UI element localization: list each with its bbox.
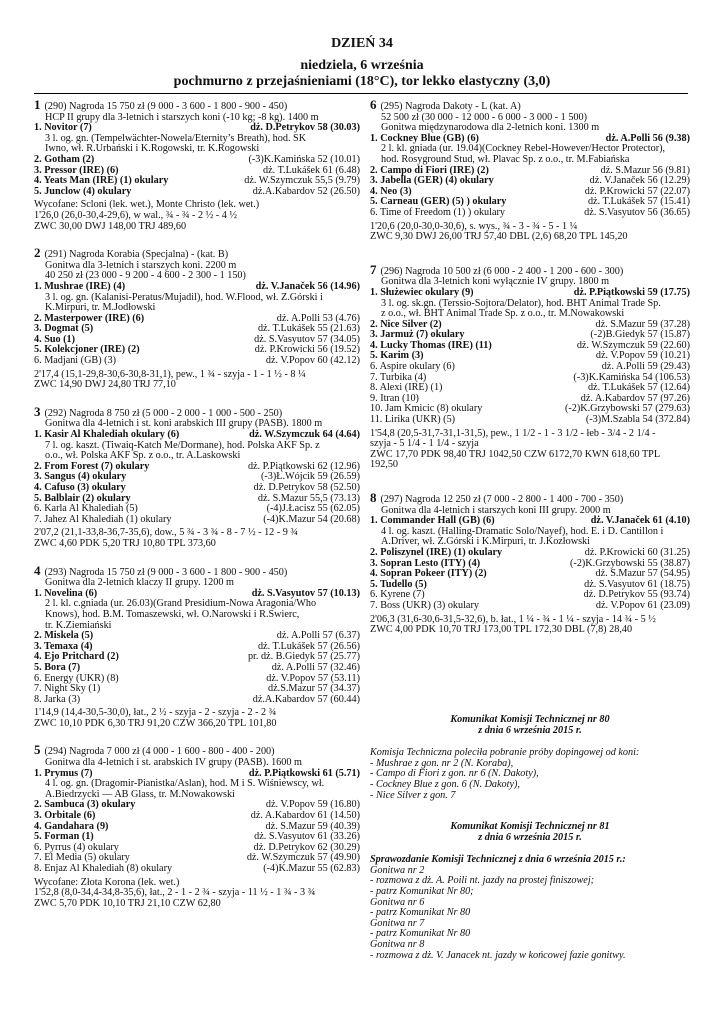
komunikat-81-line: - patrz Komunikat Nr 80 [370,907,471,919]
finisher-row [34,663,360,674]
result-line: 1'26,0 (26,0-30,4-29,6), w wal., ¾ - ¾ - 2 ½ - 4 ½ [34,209,238,221]
winner-jockey: dż. D.Petrykov 58 (30.03) [250,122,360,134]
finisher-jockey: dż. W.Szymczuk 59 (22.60) [576,339,690,351]
finisher-horse: 2. Campo di Fiori (IRE) (2) [370,164,489,176]
race-result [370,222,690,243]
race-block [34,245,360,391]
finisher-jockey: dż. S.Vasyutov 61 (18.75) [584,578,690,590]
winner-pedigree: 2 l. kl. c.gniada (ur. 26.03)(Grand Presidium-Nowa Aragonia/Who [45,598,317,610]
finisher-horse: 7. Jahez Al Khalediah (1) okulary [34,513,172,525]
finisher-horse: 3. Jabella (GER) (4) okulary [370,175,494,187]
finisher-jockey: (-4)K.Mazur 55 (62.83) [263,863,360,874]
result-line: Wycofane: Scloni (lek. wet.), Monte Christo (lek. wet.) [34,199,260,211]
finisher-horse: 2. Miskela (5) [34,630,94,642]
result-line: ZWC 14,90 DWJ 24,80 TRJ 77,10 [34,379,176,391]
komunikat-81-line: Gonitwa nr 7 [370,917,425,929]
finisher-horse: 9. Itran (10) [370,392,419,404]
finisher-row [34,515,360,526]
result-line: 1'54,8 (20,5-31,7-31,1-31,5), pew., 1 1/2 - 1 - 3 1/2 - łeb - 3/4 - 2 1/4 - [370,427,656,439]
race-header [34,97,360,113]
winner-horse: 1. Cockney Blue (GB) (6) [370,132,479,144]
finisher-jockey: dż. A.Polli 53 (4.76) [276,312,360,324]
winner-pedigree: z o.o., wł. BHT Animal Trade Sp. z o.o., tr. M.Nowakowski [381,308,625,320]
komunikat-81-body [370,855,690,961]
finisher-horse: 2. From Forest (7) okulary [34,460,150,472]
race-prize: (290) Nagroda 15 750 zł (9 000 - 3 600 - 1 800 - 900 - 450) [44,101,288,112]
race-number: 8 [370,490,377,505]
result-line: ZWC 17,70 PDK 98,40 TRJ 1042,50 CZW 6172,70 KWN 618,60 TPL [370,448,661,460]
finisher-jockey: dż. T.Lukášek 57 (15.41) [587,196,690,208]
finisher-horse: 5. Bora (7) [34,661,81,673]
result-line: ZWC 4,00 PDK 10,70 TRJ 173,00 TPL 172,30 DBL (7,8) 28,40 [370,624,633,636]
finisher-jockey: dż. D.Petrykov 55 (93.74) [583,589,690,601]
winner-pedigree: o.o., wł. Polska AKF Sp. z o.o., tr. A.Laskowski [45,450,241,462]
winner-pedigree: 3 l. og. gn. (Tempelwächter-Nowela/Eternity’s Breath), hod. SK [45,132,307,144]
winner-pedigree: 7 l. og. kaszt. (Tiwaiq-Katch Me/Dormane), hod. Polska AKF Sp. z [45,439,320,451]
finisher-horse: 7. Night Sky (1) [34,683,101,695]
race-conditions-extra: 40 250 zł (23 000 - 9 200 - 4 600 - 2 300 - 1 150) [45,270,246,282]
finisher-jockey: (-4)J.Łacisz 55 (62.05) [266,503,360,515]
race-result [34,370,360,391]
finisher-jockey: (-2)K.Grzybowski 57 (279.63) [564,403,690,415]
winner-horse: 1. Mushrae (IRE) (4) [34,280,126,292]
result-line: 1'14,9 (14,4-30,5-30,0), łat., 2 ½ - szyja - 2 - szyja - 2 - 2 ¾ [34,707,277,719]
finisher-horse: 3. Temaxa (4) [34,640,93,652]
date-line: niedziela, 6 września [300,58,424,73]
finisher-jockey: (-4)K.Mazur 54 (20.68) [263,513,360,525]
finisher-horse: 4. Cafuso (3) okulary [34,482,126,493]
komunikat-80-line: - Mushrae z gon. nr 2 (N. Koraba), [370,757,514,769]
winner-pedigree: K.Mirpuri, tr. M.Jodłowski [45,302,156,314]
winner-row [370,288,690,299]
winner-horse: 1. Prymus (7) [34,767,93,779]
finisher-jockey: dż. S.Mazur 55,5 (73.13) [257,492,360,504]
finisher-horse: 6. Madjani (GB) (3) [34,355,117,367]
race-conditions: HCP II grupy dla 3-letnich i starszych koni (-10 kg; -8 kg). 1400 m [45,111,319,123]
race-prize: (292) Nagroda 8 750 zł (5 000 - 2 000 - 1 000 - 500 - 250) [44,407,283,419]
race-result [34,528,360,549]
winner-jockey: dż. P.Piątkowski 61 (5.71) [248,767,360,779]
komunikat-80 [370,715,690,801]
finisher-horse: 2. Gotham (2) [34,153,95,165]
finisher-horse: 4. Suo (1) [34,333,76,345]
finisher-horse: 5. Kolekcjoner (IRE) (2) [34,344,140,356]
finisher-jockey: dż. S.Vasyutov 56 (36.65) [584,206,690,218]
finisher-jockey: dż. S.Mazur 59 (40.39) [265,820,360,832]
race-block [370,490,690,636]
finisher-jockey: dż. V.Popov 60 (42.12) [265,355,360,367]
finisher-row [34,483,360,494]
finisher-jockey: (-3)K.Kamińska 54 (106.53) [573,371,690,383]
race-prize: (294) Nagroda 7 000 zł (4 000 - 1 600 - 800 - 400 - 200) [44,746,275,758]
finisher-horse: 3. Sangus (4) okulary [34,471,127,483]
komunikat-81-line: Gonitwa nr 8 [370,938,425,950]
winner-jockey: dż. W.Szymczuk 64 (4.64) [249,429,360,441]
winner-jockey: dż. A.Polli 56 (9.38) [605,132,690,144]
komunikat-81-line: - rozmowa z dż. V. Janacek nt. jazdy w końcowej fazie gonitwy. [370,949,626,961]
race-number: 1 [34,97,41,112]
race-prize: (293) Nagroda 15 750 zł (9 000 - 3 600 - 1 800 - 900 - 450) [44,566,288,578]
result-line: ZWC 30,00 DWJ 148,00 TRJ 489,60 [34,220,187,232]
finisher-horse: 8. Jarka (3) [34,693,81,705]
komunikat-81 [370,822,690,961]
race-conditions: Gonitwa dla 4-letnich i starszych koni III grupy. 2000 m [381,504,611,516]
komunikat-81-line: Gonitwa nr 2 [370,864,425,876]
winner-pedigree: hod. Rosyground Stud, wł. Plavac Sp. z o.o., tr. M.Fabiańska [381,153,630,165]
winner-pedigree: 4 l. og. kaszt. (Halling-Dramatic Solo/Nayef), hod. E. i D. Cantillon i [381,525,664,537]
finisher-jockey: dż.A.Kabardov 57 (60.44) [252,693,360,705]
finisher-row [34,695,360,706]
race-number: 2 [34,245,41,261]
finisher-horse: 7. Turbika (4) [370,371,427,383]
race-conditions-extra: Gonitwa międzynarodowa dla 2-letnich koni. 1300 m [381,122,600,134]
finisher-jockey: dż. S.Mazur 57 (54.95) [595,568,690,580]
race-number: 7 [370,261,377,277]
finisher-horse: 7. El Media (5) okulary [34,852,130,864]
finisher-jockey: dż. T.Lukášek 61 (6.48) [263,164,360,176]
finisher-horse: 3. Jarmuż (7) okulary [370,329,465,341]
finisher-horse: 6. Energy (UKR) (8) [34,672,119,684]
komunikat-81-line: - patrz Komunikat Nr 80; [370,885,474,897]
finisher-horse: 8. Alexi (IRE) (1) [370,382,443,394]
result-line: 2'17,4 (15,1-29,8-30,6-30,8-31,1), pew., 1 ¾ - szyja - 1 - 1 ½ - 8 ¼ [34,368,306,380]
komunikat-81-line: - rozmowa z dż. A. Poili nt. jazdy na prostej finiszowej; [370,875,595,887]
finisher-horse: 2. Poliszynel (IRE) (1) okulary [370,546,503,558]
race-block [34,403,360,550]
winner-pedigree: 4 l. og. gn. (Dragomir-Pianistka/Aslan), hod. M i S. Wiśniewscy, wł. [45,778,325,790]
race-number: 4 [34,562,41,578]
finisher-jockey: dż. V.Janaček 56 (12.29) [589,175,690,187]
winner-jockey: dż. V.Janaček 56 (14.96) [255,280,360,292]
komunikat-80-line: - Cockney Blue z gon. 6 (N. Dakoty), [370,778,520,790]
result-line: szyja - 5 1/4 - 1 1/4 - szyja [370,438,479,450]
finisher-horse: 3. Orbitale (6) [34,810,96,822]
komunikat-80-title: Komunikat Komisji Technicznej nr 80 [450,714,610,725]
winner-pedigree: Knows), hod. B.M. Tomaszewski, wł. O.Narowski i R.Swierc, [45,608,300,620]
komunikat-80-line: Komisja Techniczna poleciła pobranie próby dopingowej od koni: [370,747,640,759]
finisher-row [34,155,360,166]
finisher-row [34,356,360,367]
finisher-jockey: (-2)B.Giedyk 57 (15.87) [590,329,690,341]
result-line: ZWC 9,30 DWJ 26,00 TRJ 57,40 DBL (2,6) 68,20 TPL 145,20 [370,231,628,243]
finisher-jockey: dż. W.Szymczuk 55,5 (9.79) [244,175,360,187]
finisher-jockey: dż. A.Polli 59 (29.43) [601,361,690,373]
finisher-jockey: (-2)K.Grzybowski 55 (38.87) [570,557,690,569]
finisher-jockey: dż. S.Vasyutov 57 (34.05) [254,333,360,345]
race-result [370,615,690,636]
finisher-horse: 6. Time of Freedom (1) ) okulary [370,206,505,218]
komunikat-81-subtitle: Sprawozdanie Komisji Technicznej z dnia 6 września 2015 r.: [370,854,626,866]
komunikat-81-line: Gonitwa nr 6 [370,896,425,908]
finisher-jockey: (-3)K.Kamińska 52 (10.01) [248,153,360,165]
finisher-jockey: (-3)M.Szabla 54 (372.84) [585,414,690,426]
komunikat-80-date: z dnia 6 września 2015 r. [478,724,582,736]
finisher-jockey: dż. T.Lukášek 57 (12.64) [587,382,690,394]
race-header [34,562,360,579]
finisher-jockey: dż. T.Lukášek 55 (21.63) [257,323,360,335]
race-header [34,245,360,261]
finisher-horse: 5. Balblair (2) okulary [34,492,131,504]
day-title: DZIEŃ 34 [331,36,393,51]
race-prize: (295) Nagroda Dakoty - L (kat. A) [380,101,521,112]
finisher-horse: 8. Enjaz Al Khalediah (8) okulary [34,863,173,874]
race-number: 6 [370,97,377,112]
finisher-horse: 2. Nice Silver (2) [370,318,442,330]
result-line: ZWC 10,10 PDK 6,30 TRJ 91,20 CZW 366,20 TPL 101,80 [34,717,277,729]
winner-pedigree: A.Driver, wł. Z.Górski i K.Mirpuri, tr. J.Kozłowski [381,536,590,548]
finisher-horse: 10. Jam Kmicic (8) okulary [370,403,483,415]
race-prize: (297) Nagroda 12 250 zł (7 000 - 2 800 - 1 400 - 700 - 350) [380,494,624,505]
left-column [34,97,360,925]
right-column [370,97,690,652]
finisher-jockey: dż. S.Vasyutov 61 (33.26) [254,831,360,843]
finisher-row [370,548,690,559]
komunikat-80-line: - Campo di Fiori z gon. nr 6 (N. Dakoty), [370,768,539,780]
finisher-horse: 4. Gandahara (9) [34,820,109,832]
finisher-row [370,415,690,426]
race-prize: (296) Nagroda 10 500 zł (6 000 - 2 400 - 1 200 - 600 - 300) [380,265,624,277]
winner-jockey: dż. P.Piątkowski 59 (17.75) [573,286,690,298]
race-block [370,97,690,243]
finisher-jockey: dż. V.Popov 61 (23.09) [595,599,690,611]
finisher-horse: 5. Karim (3) [370,350,424,362]
winner-pedigree: 2 l. kl. gniada (ur. 19.04)(Cockney Rebel-However/Hector Protector), [381,143,666,155]
race-result [370,429,690,471]
finisher-horse: 4. Sopran Pokeer (ITY) (2) [370,568,487,580]
race-header [34,742,360,758]
race-conditions: Gonitwa dla 3-letnich i starszych koni. 2200 m [45,259,237,271]
finisher-horse: 5. Junclow (4) okulary [34,185,132,197]
winner-pedigree: 3 l. og. gn. (Kalanisi-Peratus/Mujadil), hod. W.Flood, wł. Z.Górski i [45,291,323,303]
winner-row [34,282,360,293]
finisher-jockey: dż. P.Krowicki 56 (19.52) [254,344,360,356]
race-header [34,403,360,420]
finisher-horse: 4. Ejo Pritchard (2) [34,651,119,663]
result-line: 2'06,3 (31,6-30,6-31,5-32,6), b. łat., 1 ¼ - ¾ - 1 ¼ - szyja - 14 ¾ - 5 ½ [370,613,656,625]
finisher-jockey: dż. W.Szymczuk 57 (49.90) [246,852,360,864]
result-line: 2'07,2 (21,1-33,8-36,7-35,6), dow., 5 ¾ - 3 ¾ - 8 - 7 ½ - 12 - 9 ¾ [34,527,299,539]
race-conditions: Gonitwa dla 4-letnich i st. koni arabskich III grupy (PASB). 1800 m [45,418,323,430]
race-conditions: Gonitwa dla 3-letnich koni wyłącznie IV grupy. 1800 m [381,276,610,288]
komunikat-81-date: z dnia 6 września 2015 r. [478,831,582,843]
finisher-jockey: pr. dż. B.Giedyk 57 (25.77) [247,651,360,663]
finisher-horse: 5. Forman (1) [34,831,94,843]
komunikat-80-body [370,748,690,801]
finisher-horse: 4. Neo (3) [370,185,412,197]
result-line: ZWC 5,70 PDK 10,10 TRJ 21,10 CZW 62,80 [34,897,221,909]
finisher-horse: 11. Lirika (UKR) (5) [370,414,456,426]
winner-horse: 1. Kasir Al Khalediah okulary (6) [34,429,180,441]
finisher-horse: 3. Sopran Lesto (ITY) (4) [370,557,481,569]
finisher-horse: 4. Yeats Man (IRE) (1) okulary [34,175,169,187]
race-result [34,878,360,910]
winner-pedigree: Iwno, wł. R.Urbański i K.Rogowski, tr. K.Rogowski [45,143,260,155]
finisher-jockey: dż. T.Lukášek 57 (26.56) [257,640,360,652]
winner-horse: 1. Novitor (7) [34,122,92,134]
finisher-horse: 2. Masterpower (IRE) (6) [34,312,145,324]
finisher-jockey: dż.A.Kabardov 52 (26.50) [252,185,360,197]
winner-horse: 1. Służewiec okulary (9) [370,286,474,298]
finisher-row [370,208,690,219]
result-line: 1'20,6 (20,0-30,0-30,6), s. wys., ¾ - 3 - ¾ - 5 - 1 ¼ [370,220,578,232]
finisher-jockey: dż. A.Kabardov 57 (97.26) [580,392,690,404]
race-result [34,708,360,729]
race-conditions: Gonitwa dla 4-letnich i st. arabskich IV grupy (PASB). 1600 m [45,757,302,769]
finisher-row [370,601,690,612]
race-block [34,562,360,730]
race-number: 3 [34,403,41,419]
finisher-jockey: dż. P.Piątkowski 62 (12.96) [247,460,360,472]
finisher-jockey: dż. S.Mazur 59 (37.28) [595,318,690,330]
finisher-jockey: dż. P.Krowicki 60 (31.25) [584,546,690,558]
finisher-jockey: dż.S.Mazur 57 (34.37) [268,683,360,695]
finisher-horse: 3. Pressor (IRE) (6) [34,164,119,176]
finisher-jockey: dż. A.Polli 57 (6.37) [276,630,360,642]
finisher-jockey: dż. V.Popov 57 (53.11) [266,672,360,684]
race-block [34,97,360,232]
race-prize: (291) Nagroda Korabia (Specjalna) - (kat. B) [44,249,229,261]
race-block [370,261,690,471]
race-block [34,742,360,909]
finisher-row [34,187,360,198]
result-line: ZWC 4,60 PDK 5,20 TRJ 10,80 TPL 373,60 [34,537,216,549]
winner-pedigree: 3 l. og. sk.gn. (Terssio-Sojtora/Delator), hod. BHT Animal Trade Sp. [381,297,661,309]
result-line: Wycofane: Złota Korona (lek. wet.) [34,876,180,888]
finisher-jockey: dż. A.Kabardov 61 (14.50) [250,810,360,822]
winner-jockey: dż. S.Vasyutov 57 (10.13) [251,587,360,599]
race-result [34,200,360,232]
race-header [370,490,690,506]
finisher-horse: 6. Pyrrus (4) okulary [34,841,119,853]
winner-pedigree: tr. K.Ziemiański [45,619,112,631]
finisher-horse: 6. Karla Al Khalediah (5) [34,503,138,515]
finisher-row [34,864,360,875]
winner-jockey: dż. V.Janaček 61 (4.10) [590,515,690,527]
race-number: 5 [34,742,41,758]
finisher-jockey: dż. P.Krowicki 57 (22.07) [584,185,690,197]
finisher-jockey: dż. V.Popov 59 (10.21) [595,350,690,362]
finisher-horse: 5. Tudello (5) [370,578,427,590]
header-divider [34,93,688,94]
race-conditions: Gonitwa dla 2-letnich klaczy II grupy. 1200 m [45,577,234,589]
finisher-jockey: (-3)Ł.Wójcik 59 (26.59) [260,471,360,483]
winner-horse: 1. Commander Hall (GB) (6) [370,515,495,527]
finisher-jockey: dż. D.Petrykov 62 (30.29) [253,841,360,853]
finisher-horse: 6. Aspire okulary (6) [370,361,455,373]
winner-pedigree: A.Biedrzycki — AB Glass, tr. M.Nowakowski [45,788,235,800]
finisher-jockey: dż. D.Petrykov 58 (52.50) [253,482,360,493]
result-line: 1'52,8 (8,0-34,4-34,8-35,6), łat., 2 - 1 - 2 ¾ - szyja - 11 ½ - 1 ¾ - 3 ¾ [34,887,316,899]
komunikat-81-title: Komunikat Komisji Technicznej nr 81 [450,821,610,832]
race-header [370,261,690,278]
komunikat-81-line: - patrz Komunikat Nr 80 [370,928,471,940]
result-line: 192,50 [370,459,399,471]
winner-horse: 1. Novelina (6) [34,587,98,599]
finisher-horse: 6. Kyrene (7) [370,589,425,601]
finisher-jockey: dż. S.Mazur 56 (9.81) [600,164,690,176]
finisher-horse: 5. Carneau (GER) (5) ) okulary [370,196,507,208]
race-header [370,97,690,113]
finisher-horse: 7. Boss (UKR) (3) okulary [370,599,479,611]
finisher-jockey: dż. V.Popov 59 (16.80) [265,799,360,811]
finisher-horse: 3. Dogmat (5) [34,323,94,335]
komunikat-80-line: - Nice Silver z gon. 7 [370,789,456,801]
race-conditions: 52 500 zł (30 000 - 12 000 - 6 000 - 3 000 - 1 500) [381,111,587,123]
finisher-horse: 2. Sambuca (3) okulary [34,799,136,811]
finisher-jockey: dż. A.Polli 57 (32.46) [271,661,360,673]
weather-line: pochmurno z przejaśnieniami (18°C), tor lekko elastyczny (3,0) [173,74,551,89]
finisher-horse: 4. Lucky Thomas (IRE) (11) [370,339,492,351]
